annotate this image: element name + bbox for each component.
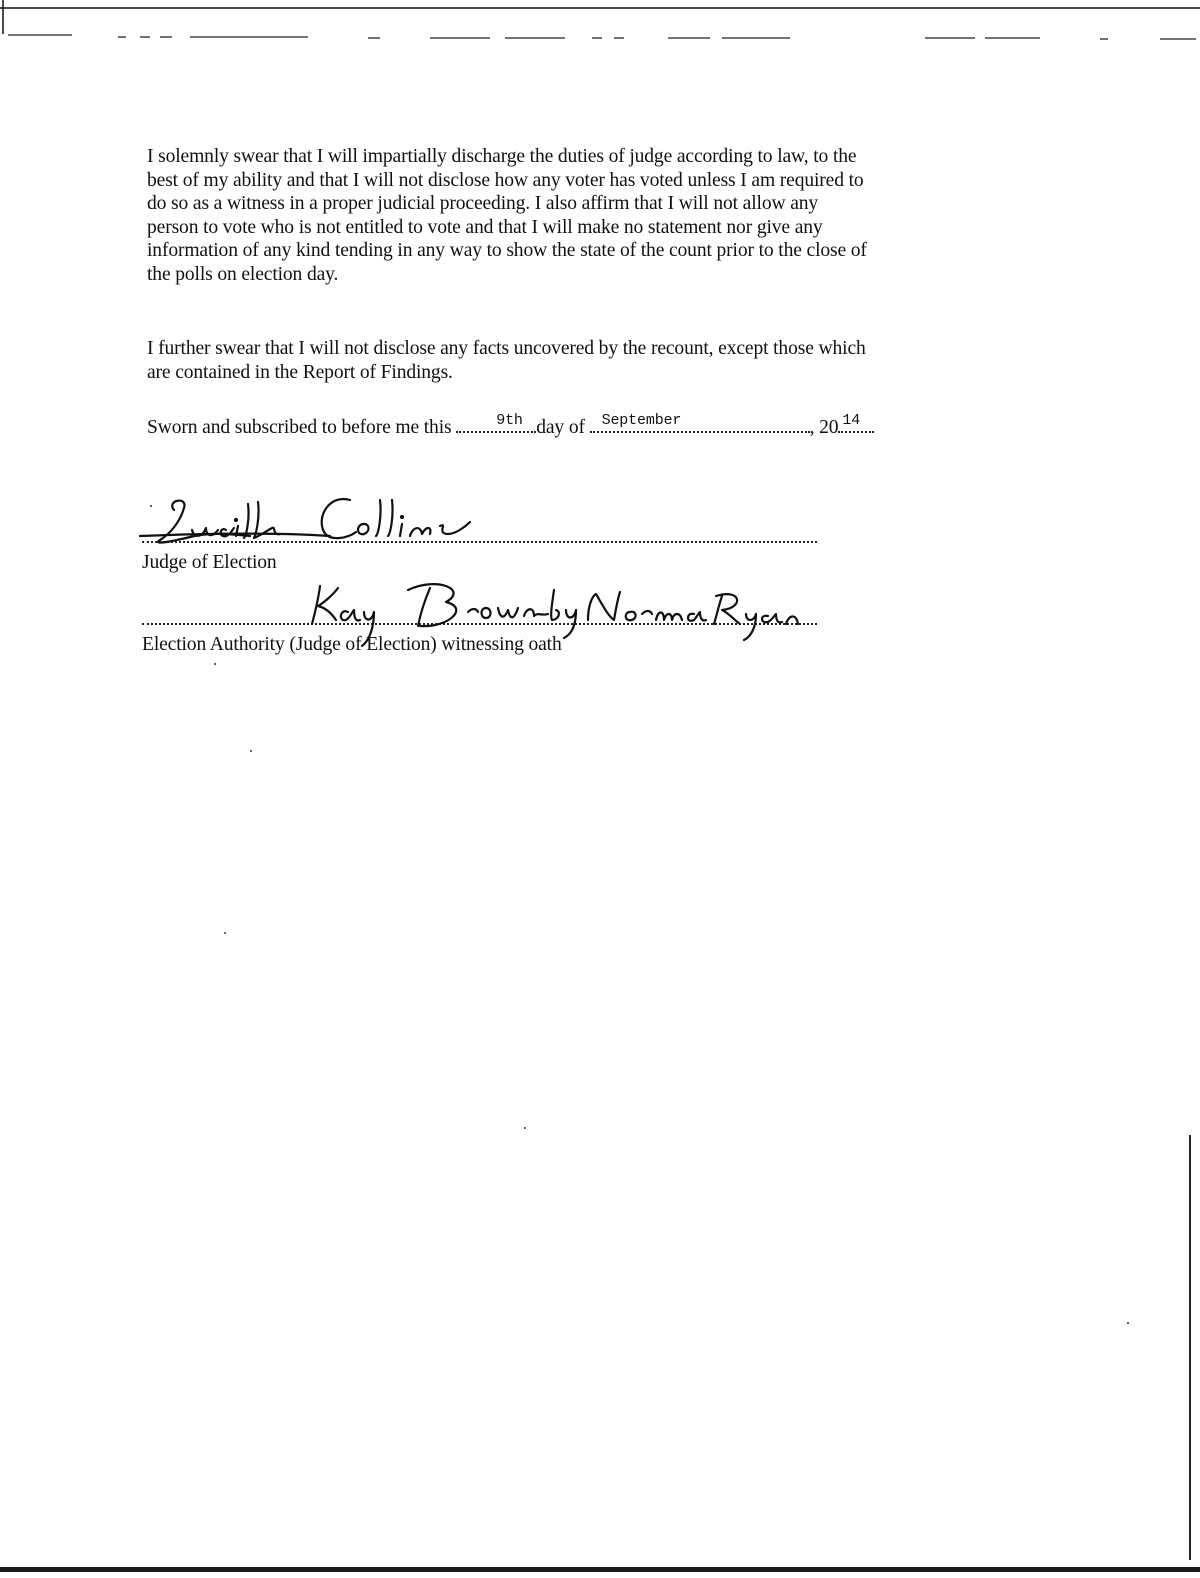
oath-line: the polls on election day. [147, 263, 339, 285]
judge-caption: Judge of Election [142, 552, 277, 573]
scan-speck [250, 750, 252, 752]
scan-artifact-top [0, 0, 1200, 45]
oath-line: do so as a witness in a proper judicial proceeding. I also affirm that I will not allow any [147, 193, 819, 214]
scan-speck [1127, 1322, 1129, 1324]
month-field [590, 413, 810, 433]
recount-oath-line: are contained in the Report of Findings. [147, 361, 453, 383]
recount-oath-paragraph [147, 337, 1037, 384]
sworn-subscribed-line [147, 413, 874, 440]
day-field [456, 413, 536, 433]
year-value: 14 [842, 412, 861, 429]
oath-line: information of any kind tending in any way to show the state of the count prior to the close of [147, 240, 867, 261]
year-prefix: , 20 [809, 417, 839, 438]
day-value: 9th [496, 412, 523, 429]
authority-caption: Election Authority (Judge of Election) witnessing oath [142, 634, 562, 655]
oath-line: best of my ability and that I will not disclose how any voter has voted unless I am required to [147, 169, 864, 191]
month-value: September [601, 412, 682, 429]
scan-speck [224, 932, 226, 934]
scan-speck [524, 1127, 526, 1129]
scan-artifact-right-edge [1189, 1135, 1191, 1578]
day-of-label: day of [536, 417, 585, 438]
year-field [838, 413, 874, 433]
oath-paragraph [147, 145, 1037, 286]
oath-line: I solemnly swear that I will impartially discharge the duties of judge according to law, to the [147, 146, 857, 167]
judge-signature [130, 490, 500, 560]
sworn-prefix: Sworn and subscribed to before me this [147, 417, 452, 438]
scan-speck [214, 663, 216, 665]
recount-oath-line: I further swear that I will not disclose any facts uncovered by the recount, except those which [147, 338, 866, 359]
scan-artifact-bottom [0, 1560, 1200, 1578]
oath-line: person to vote who is not entitled to vote and that I will make no statement nor give any [147, 216, 823, 238]
